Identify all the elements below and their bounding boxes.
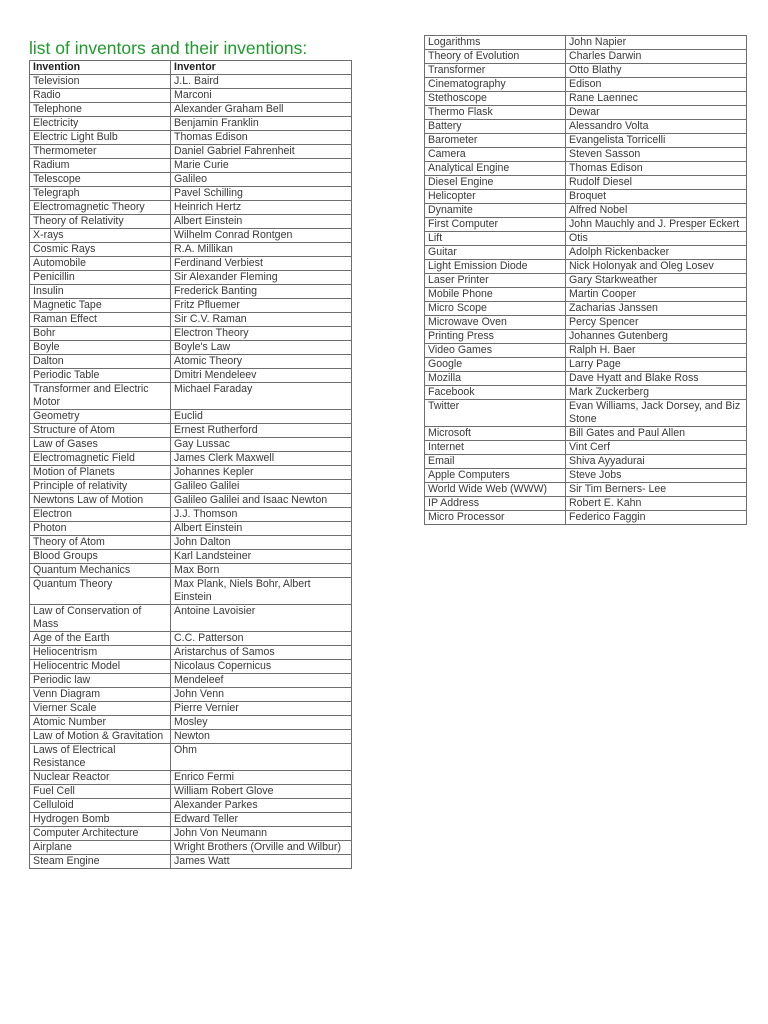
inventor-cell: Federico Faggin xyxy=(566,511,747,525)
table-row xyxy=(30,131,352,145)
inventor-cell: Frederick Banting xyxy=(171,285,352,299)
table-row xyxy=(30,355,352,369)
invention-cell: Cinematography xyxy=(425,78,566,92)
invention-cell: Twitter xyxy=(425,400,566,427)
invention-cell: Television xyxy=(30,75,171,89)
inventor-cell: James Clerk Maxwell xyxy=(171,452,352,466)
invention-cell: IP Address xyxy=(425,497,566,511)
inventor-cell: Newton xyxy=(171,730,352,744)
invention-cell: Boyle xyxy=(30,341,171,355)
invention-cell: Radio xyxy=(30,89,171,103)
table-row xyxy=(425,400,747,427)
table-row xyxy=(30,827,352,841)
invention-cell: Cosmic Rays xyxy=(30,243,171,257)
table-row xyxy=(425,316,747,330)
inventor-cell: Sir C.V. Raman xyxy=(171,313,352,327)
table-body-right xyxy=(425,36,747,525)
invention-cell: Camera xyxy=(425,148,566,162)
inventor-cell: Otis xyxy=(566,232,747,246)
inventor-cell: Ferdinand Verbiest xyxy=(171,257,352,271)
invention-cell: Logarithms xyxy=(425,36,566,50)
table-row xyxy=(425,260,747,274)
table-row xyxy=(425,441,747,455)
table-row xyxy=(30,89,352,103)
table-row xyxy=(30,424,352,438)
table-row xyxy=(425,190,747,204)
table-row xyxy=(425,497,747,511)
table-row xyxy=(30,117,352,131)
table-row xyxy=(30,452,352,466)
inventor-cell: Mark Zuckerberg xyxy=(566,386,747,400)
inventor-cell: Max Born xyxy=(171,564,352,578)
inventor-cell: Enrico Fermi xyxy=(171,771,352,785)
inventor-cell: Mosley xyxy=(171,716,352,730)
inventor-cell: Boyle's Law xyxy=(171,341,352,355)
table-row xyxy=(30,564,352,578)
inventor-cell: J.L. Baird xyxy=(171,75,352,89)
table-row xyxy=(30,799,352,813)
inventor-cell: Ohm xyxy=(171,744,352,771)
inventor-cell: Pavel Schilling xyxy=(171,187,352,201)
invention-cell: Guitar xyxy=(425,246,566,260)
inventor-cell: Albert Einstein xyxy=(171,522,352,536)
table-row xyxy=(30,605,352,632)
inventor-cell: Steven Sasson xyxy=(566,148,747,162)
inventor-cell: Rudolf Diesel xyxy=(566,176,747,190)
table-row xyxy=(30,632,352,646)
table-row xyxy=(425,330,747,344)
table-row xyxy=(425,358,747,372)
invention-cell: Venn Diagram xyxy=(30,688,171,702)
inventor-cell: Ernest Rutherford xyxy=(171,424,352,438)
invention-cell: Electromagnetic Theory xyxy=(30,201,171,215)
inventor-cell: Evan Williams, Jack Dorsey, and Biz Stone xyxy=(566,400,747,427)
invention-cell: Computer Architecture xyxy=(30,827,171,841)
inventor-cell: John Von Neumann xyxy=(171,827,352,841)
invention-cell: Thermometer xyxy=(30,145,171,159)
table-row xyxy=(30,173,352,187)
invention-cell: Dalton xyxy=(30,355,171,369)
invention-cell: Theory of Atom xyxy=(30,536,171,550)
inventor-cell: Michael Faraday xyxy=(171,383,352,410)
table-row xyxy=(425,344,747,358)
table-row xyxy=(30,201,352,215)
table-row xyxy=(30,410,352,424)
inventor-cell: William Robert Glove xyxy=(171,785,352,799)
invention-cell: Periodic law xyxy=(30,674,171,688)
table-row xyxy=(30,257,352,271)
table-row xyxy=(425,204,747,218)
inventor-cell: Fritz Pfluemer xyxy=(171,299,352,313)
inventor-cell: John Dalton xyxy=(171,536,352,550)
table-row xyxy=(30,702,352,716)
invention-cell: Barometer xyxy=(425,134,566,148)
inventions-table-right xyxy=(424,35,747,525)
table-row xyxy=(30,480,352,494)
table-row xyxy=(425,134,747,148)
inventor-cell: Zacharias Janssen xyxy=(566,302,747,316)
table-row xyxy=(425,162,747,176)
invention-cell: Radium xyxy=(30,159,171,173)
invention-cell: Micro Processor xyxy=(425,511,566,525)
invention-cell: Blood Groups xyxy=(30,550,171,564)
table-row xyxy=(30,785,352,799)
table-row xyxy=(30,383,352,410)
table-row xyxy=(30,674,352,688)
inventor-cell: Gary Starkweather xyxy=(566,274,747,288)
table-row xyxy=(30,771,352,785)
invention-cell: Transformer xyxy=(425,64,566,78)
invention-cell: Diesel Engine xyxy=(425,176,566,190)
table-row xyxy=(30,369,352,383)
inventor-cell: Mendeleef xyxy=(171,674,352,688)
table-row xyxy=(30,578,352,605)
invention-cell: Telescope xyxy=(30,173,171,187)
inventions-table-left xyxy=(29,60,352,869)
invention-cell: Theory of Relativity xyxy=(30,215,171,229)
table-row xyxy=(30,688,352,702)
table-row xyxy=(425,274,747,288)
inventor-cell: Martin Cooper xyxy=(566,288,747,302)
invention-cell: Heliocentrism xyxy=(30,646,171,660)
table-row xyxy=(30,103,352,117)
inventor-cell: Alexander Parkes xyxy=(171,799,352,813)
invention-cell: X-rays xyxy=(30,229,171,243)
invention-cell: Laws of Electrical Resistance xyxy=(30,744,171,771)
table-row xyxy=(30,646,352,660)
invention-cell: Mozilla xyxy=(425,372,566,386)
inventor-cell: Dmitri Mendeleev xyxy=(171,369,352,383)
invention-cell: Vierner Scale xyxy=(30,702,171,716)
table-row xyxy=(30,494,352,508)
column-header-inventor: Inventor xyxy=(171,61,352,75)
inventor-cell: Daniel Gabriel Fahrenheit xyxy=(171,145,352,159)
invention-cell: Stethoscope xyxy=(425,92,566,106)
invention-cell: Celluloid xyxy=(30,799,171,813)
inventor-cell: Charles Darwin xyxy=(566,50,747,64)
inventor-cell: Evangelista Torricelli xyxy=(566,134,747,148)
inventor-cell: Sir Tim Berners- Lee xyxy=(566,483,747,497)
invention-cell: Photon xyxy=(30,522,171,536)
inventor-cell: Heinrich Hertz xyxy=(171,201,352,215)
invention-cell: Atomic Number xyxy=(30,716,171,730)
invention-cell: Light Emission Diode xyxy=(425,260,566,274)
table-body-left xyxy=(30,75,352,869)
column-header-invention: Invention xyxy=(30,61,171,75)
table-row xyxy=(30,855,352,869)
inventor-cell: Vint Cerf xyxy=(566,441,747,455)
invention-cell: Newtons Law of Motion xyxy=(30,494,171,508)
inventor-cell: Wilhelm Conrad Rontgen xyxy=(171,229,352,243)
table-row xyxy=(30,229,352,243)
inventor-cell: Otto Blathy xyxy=(566,64,747,78)
table-row xyxy=(30,438,352,452)
inventor-cell: Johannes Kepler xyxy=(171,466,352,480)
table-row xyxy=(425,106,747,120)
inventor-cell: Edison xyxy=(566,78,747,92)
invention-cell: Printing Press xyxy=(425,330,566,344)
invention-cell: Electromagnetic Field xyxy=(30,452,171,466)
table-row xyxy=(425,64,747,78)
invention-cell: Quantum Mechanics xyxy=(30,564,171,578)
table-row xyxy=(425,120,747,134)
invention-cell: Electron xyxy=(30,508,171,522)
invention-cell: Law of Gases xyxy=(30,438,171,452)
invention-cell: Age of the Earth xyxy=(30,632,171,646)
table-row xyxy=(30,841,352,855)
inventor-cell: Dewar xyxy=(566,106,747,120)
table-row xyxy=(30,550,352,564)
table-row xyxy=(30,813,352,827)
inventor-cell: Sir Alexander Fleming xyxy=(171,271,352,285)
table-row xyxy=(425,232,747,246)
inventor-cell: Thomas Edison xyxy=(566,162,747,176)
inventor-cell: Wright Brothers (Orville and Wilbur) xyxy=(171,841,352,855)
inventor-cell: Ralph H. Baer xyxy=(566,344,747,358)
inventor-cell: Marie Curie xyxy=(171,159,352,173)
inventor-cell: Thomas Edison xyxy=(171,131,352,145)
invention-cell: Bohr xyxy=(30,327,171,341)
inventor-cell: Larry Page xyxy=(566,358,747,372)
table-row xyxy=(425,372,747,386)
table-row xyxy=(30,159,352,173)
inventor-cell: Euclid xyxy=(171,410,352,424)
invention-cell: Hydrogen Bomb xyxy=(30,813,171,827)
inventor-cell: Johannes Gutenberg xyxy=(566,330,747,344)
inventor-cell: Aristarchus of Samos xyxy=(171,646,352,660)
inventor-cell: Dave Hyatt and Blake Ross xyxy=(566,372,747,386)
invention-cell: World Wide Web (WWW) xyxy=(425,483,566,497)
page-title: list of inventors and their inventions: xyxy=(29,38,308,58)
invention-cell: Mobile Phone xyxy=(425,288,566,302)
inventor-cell: Broquet xyxy=(566,190,747,204)
invention-cell: Raman Effect xyxy=(30,313,171,327)
invention-cell: Nuclear Reactor xyxy=(30,771,171,785)
invention-cell: Law of Motion & Gravitation xyxy=(30,730,171,744)
inventor-cell: Benjamin Franklin xyxy=(171,117,352,131)
inventor-cell: Robert E. Kahn xyxy=(566,497,747,511)
table-row xyxy=(30,271,352,285)
table-row xyxy=(30,187,352,201)
inventor-cell: Nicolaus Copernicus xyxy=(171,660,352,674)
table-row xyxy=(425,288,747,302)
inventor-cell: John Venn xyxy=(171,688,352,702)
table-row xyxy=(425,386,747,400)
table-row xyxy=(425,78,747,92)
table-row xyxy=(425,511,747,525)
table-row xyxy=(425,92,747,106)
inventor-cell: Max Plank, Niels Bohr, Albert Einstein xyxy=(171,578,352,605)
table-row xyxy=(425,246,747,260)
inventor-cell: Adolph Rickenbacker xyxy=(566,246,747,260)
invention-cell: Law of Conservation of Mass xyxy=(30,605,171,632)
inventor-cell: Electron Theory xyxy=(171,327,352,341)
inventor-cell: Nick Holonyak and Oleg Losev xyxy=(566,260,747,274)
invention-cell: Electricity xyxy=(30,117,171,131)
table-row xyxy=(30,466,352,480)
table-row xyxy=(30,145,352,159)
invention-cell: Electric Light Bulb xyxy=(30,131,171,145)
table-row xyxy=(425,455,747,469)
table-row xyxy=(30,508,352,522)
invention-cell: Facebook xyxy=(425,386,566,400)
table-row xyxy=(30,744,352,771)
invention-cell: Dynamite xyxy=(425,204,566,218)
invention-cell: Email xyxy=(425,455,566,469)
inventor-cell: Gay Lussac xyxy=(171,438,352,452)
table-header-row xyxy=(30,61,352,75)
invention-cell: Insulin xyxy=(30,285,171,299)
inventor-cell: Alexander Graham Bell xyxy=(171,103,352,117)
invention-cell: Transformer and Electric Motor xyxy=(30,383,171,410)
inventor-cell: Pierre Vernier xyxy=(171,702,352,716)
table-row xyxy=(30,313,352,327)
inventor-cell: Atomic Theory xyxy=(171,355,352,369)
table-row xyxy=(30,215,352,229)
inventor-cell: Steve Jobs xyxy=(566,469,747,483)
table-row xyxy=(425,36,747,50)
invention-cell: Steam Engine xyxy=(30,855,171,869)
invention-cell: Microsoft xyxy=(425,427,566,441)
invention-cell: Automobile xyxy=(30,257,171,271)
invention-cell: Laser Printer xyxy=(425,274,566,288)
table-row xyxy=(30,327,352,341)
table-row xyxy=(30,243,352,257)
invention-cell: Structure of Atom xyxy=(30,424,171,438)
invention-cell: Geometry xyxy=(30,410,171,424)
invention-cell: Internet xyxy=(425,441,566,455)
invention-cell: Quantum Theory xyxy=(30,578,171,605)
table-row xyxy=(425,148,747,162)
inventor-cell: Galileo xyxy=(171,173,352,187)
inventor-cell: Edward Teller xyxy=(171,813,352,827)
table-row xyxy=(30,730,352,744)
table-row xyxy=(425,427,747,441)
inventor-cell: J.J. Thomson xyxy=(171,508,352,522)
invention-cell: Penicillin xyxy=(30,271,171,285)
invention-cell: First Computer xyxy=(425,218,566,232)
table-row xyxy=(30,285,352,299)
table-row xyxy=(30,299,352,313)
invention-cell: Magnetic Tape xyxy=(30,299,171,313)
invention-cell: Micro Scope xyxy=(425,302,566,316)
invention-cell: Helicopter xyxy=(425,190,566,204)
inventor-cell: Marconi xyxy=(171,89,352,103)
inventor-cell: Antoine Lavoisier xyxy=(171,605,352,632)
inventor-cell: Galileo Galilei xyxy=(171,480,352,494)
inventor-cell: John Mauchly and J. Presper Eckert xyxy=(566,218,747,232)
inventor-cell: James Watt xyxy=(171,855,352,869)
table-row xyxy=(30,341,352,355)
invention-cell: Video Games xyxy=(425,344,566,358)
table-row xyxy=(425,483,747,497)
invention-cell: Battery xyxy=(425,120,566,134)
invention-cell: Google xyxy=(425,358,566,372)
inventor-cell: Bill Gates and Paul Allen xyxy=(566,427,747,441)
inventor-cell: Alessandro Volta xyxy=(566,120,747,134)
invention-cell: Apple Computers xyxy=(425,469,566,483)
table-row xyxy=(30,716,352,730)
table-row xyxy=(425,50,747,64)
invention-cell: Principle of relativity xyxy=(30,480,171,494)
invention-cell: Motion of Planets xyxy=(30,466,171,480)
invention-cell: Periodic Table xyxy=(30,369,171,383)
inventor-cell: Percy Spencer xyxy=(566,316,747,330)
table-row xyxy=(30,536,352,550)
invention-cell: Heliocentric Model xyxy=(30,660,171,674)
inventor-cell: C.C. Patterson xyxy=(171,632,352,646)
invention-cell: Microwave Oven xyxy=(425,316,566,330)
invention-cell: Lift xyxy=(425,232,566,246)
inventor-cell: Karl Landsteiner xyxy=(171,550,352,564)
invention-cell: Analytical Engine xyxy=(425,162,566,176)
inventor-cell: Galileo Galilei and Isaac Newton xyxy=(171,494,352,508)
inventor-cell: John Napier xyxy=(566,36,747,50)
invention-cell: Airplane xyxy=(30,841,171,855)
invention-cell: Telephone xyxy=(30,103,171,117)
table-row xyxy=(30,75,352,89)
inventor-cell: Albert Einstein xyxy=(171,215,352,229)
inventor-cell: Rane Laennec xyxy=(566,92,747,106)
inventor-cell: Alfred Nobel xyxy=(566,204,747,218)
inventor-cell: Shiva Ayyadurai xyxy=(566,455,747,469)
inventor-cell: R.A. Millikan xyxy=(171,243,352,257)
invention-cell: Thermo Flask xyxy=(425,106,566,120)
table-row xyxy=(30,522,352,536)
table-row xyxy=(425,469,747,483)
invention-cell: Fuel Cell xyxy=(30,785,171,799)
table-row xyxy=(425,302,747,316)
invention-cell: Theory of Evolution xyxy=(425,50,566,64)
table-row xyxy=(30,660,352,674)
invention-cell: Telegraph xyxy=(30,187,171,201)
table-row xyxy=(425,176,747,190)
table-row xyxy=(425,218,747,232)
